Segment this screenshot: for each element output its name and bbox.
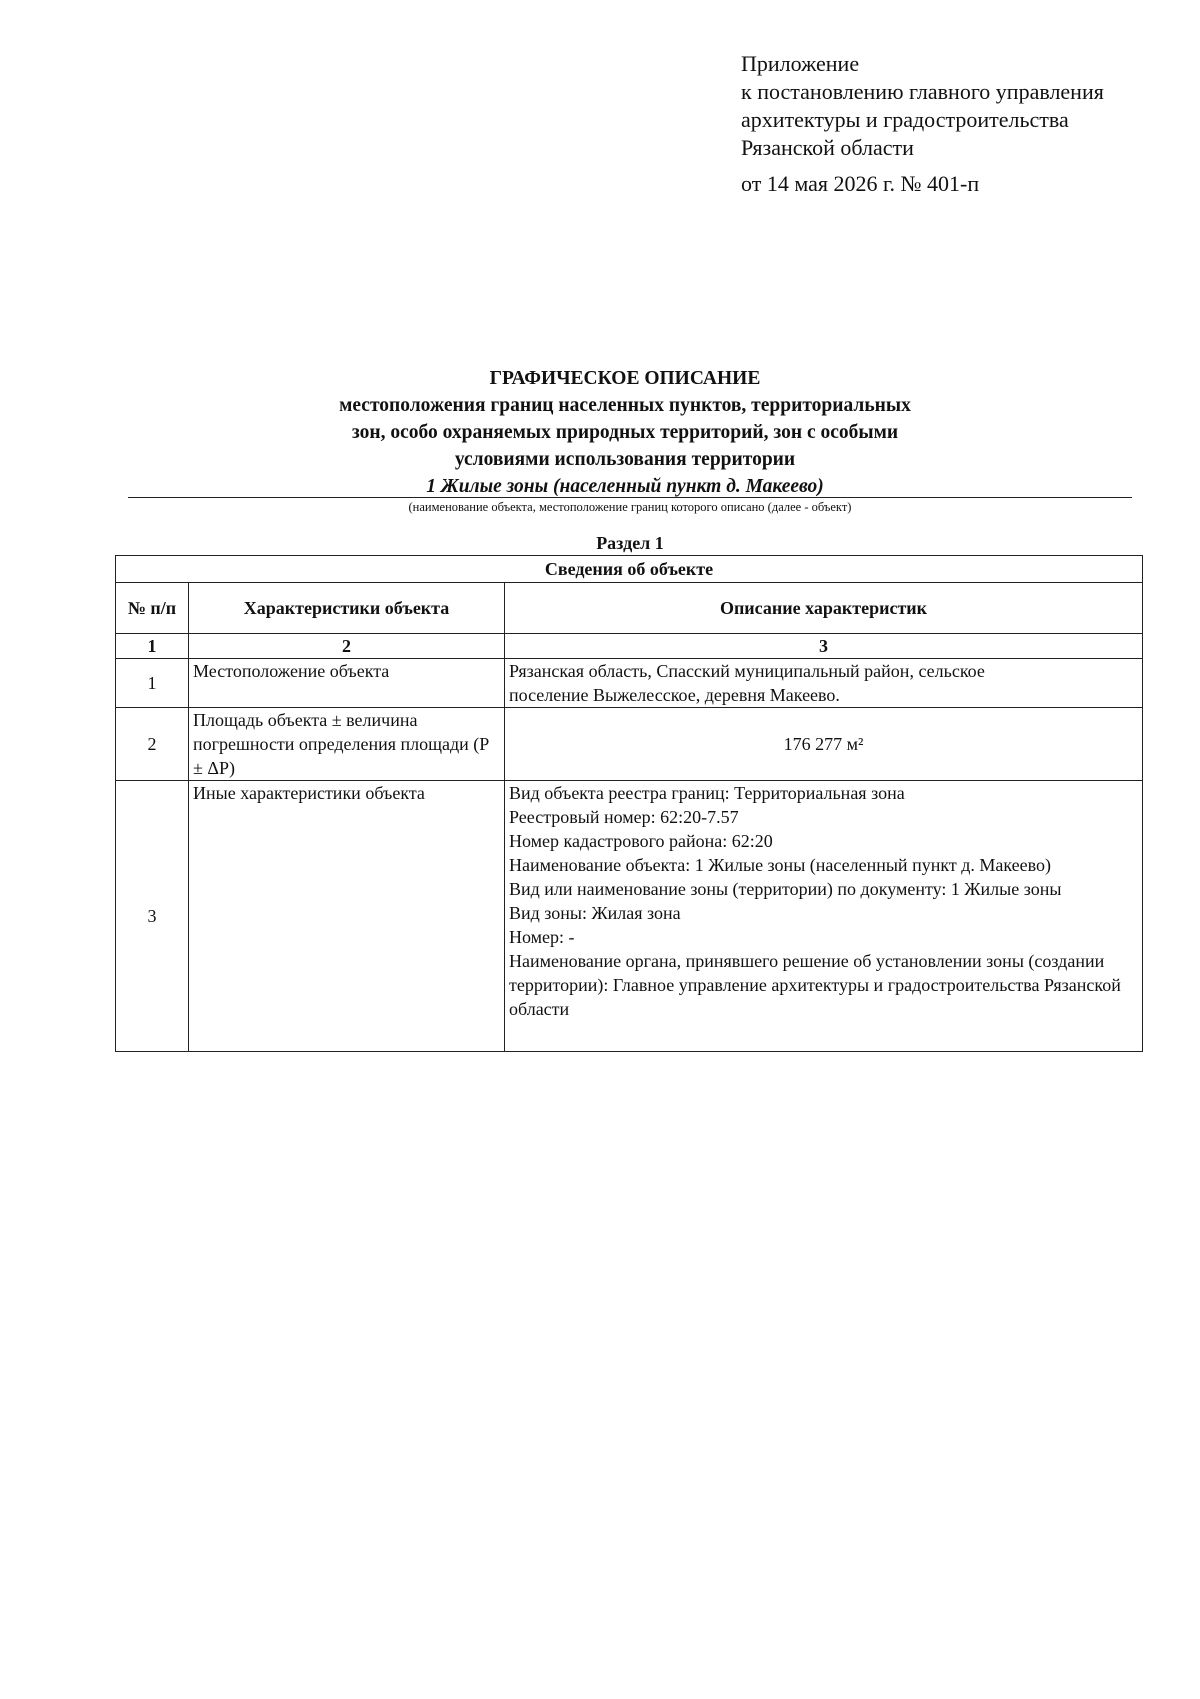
description-line: Вид или наименование зоны (территории) по документу: 1 Жилые зоны <box>509 879 1062 899</box>
index-cell: 1 <box>116 634 189 659</box>
header-characteristics: Характеристики объекта <box>189 583 505 634</box>
row-num: 2 <box>116 708 189 781</box>
row-description <box>505 708 1143 781</box>
appendix-block <box>741 50 1181 198</box>
object-caption: (наименование объекта, местоположение границ которого описано (далее - объект) <box>408 500 852 514</box>
description-line: Рязанская область, Спасский муниципальный район, сельское <box>509 661 985 681</box>
description-line: 176 277 м² <box>783 734 864 754</box>
table-row <box>116 708 1143 781</box>
appendix-line: архитектуры и градостроительства <box>741 107 1069 132</box>
header-num: № п/п <box>116 583 189 634</box>
row-characteristic: Иные характеристики объекта <box>189 781 505 1052</box>
row-description <box>505 781 1143 1052</box>
table-header-row <box>116 583 1143 634</box>
row-characteristic: Местоположение объекта <box>189 659 505 708</box>
document-subtitle: местоположения границ населенных пунктов, территориальных <box>339 395 911 416</box>
row-characteristic: Площадь объекта ± величина погрешности определения площади (P ± ΔP) <box>189 708 505 781</box>
document-title: ГРАФИЧЕСКОЕ ОПИСАНИЕ <box>489 368 761 389</box>
header-description: Описание характеристик <box>505 583 1143 634</box>
table-index-row <box>116 634 1143 659</box>
description-line: Номер: - <box>509 927 575 947</box>
row-num: 3 <box>116 781 189 1052</box>
appendix-date: от 14 мая 2026 г. № 401-п <box>741 171 980 196</box>
row-num: 1 <box>116 659 189 708</box>
section-title: Раздел 1 <box>596 533 664 553</box>
description-line: Вид зоны: Жилая зона <box>509 903 681 923</box>
appendix-line: к постановлению главного управления <box>741 79 1104 104</box>
row-description <box>505 659 1143 708</box>
table-row <box>116 781 1143 1052</box>
document-subtitle: зон, особо охраняемых природных территорий, зон с особыми <box>351 422 899 443</box>
index-cell: 3 <box>505 634 1143 659</box>
description-line: Реестровый номер: 62:20-7.57 <box>509 807 739 827</box>
object-info-table <box>115 555 1143 1052</box>
table-row <box>116 659 1143 708</box>
description-line: Наименование органа, принявшего решение об установлении зоны (создании территории): Главное управление архитектуры и градостроительства Рязанской области <box>509 951 1121 1019</box>
description-line: Наименование объекта: 1 Жилые зоны (населенный пункт д. Макеево) <box>509 855 1052 875</box>
document-heading <box>120 365 1130 500</box>
underline-rule <box>128 497 1132 498</box>
table-caption: Сведения об объекте <box>116 556 1143 583</box>
document-subtitle: условиями использования территории <box>454 449 796 470</box>
index-cell: 2 <box>189 634 505 659</box>
object-name: 1 Жилые зоны (населенный пункт д. Макеево) <box>426 476 824 497</box>
description-line: поселение Выжелесское, деревня Макеево. <box>509 685 840 705</box>
appendix-label: Приложение <box>741 51 860 76</box>
description-line: Номер кадастрового района: 62:20 <box>509 831 773 851</box>
table-caption-row <box>116 556 1143 583</box>
description-line: Вид объекта реестра границ: Территориальная зона <box>509 783 905 803</box>
appendix-line: Рязанской области <box>741 135 914 160</box>
